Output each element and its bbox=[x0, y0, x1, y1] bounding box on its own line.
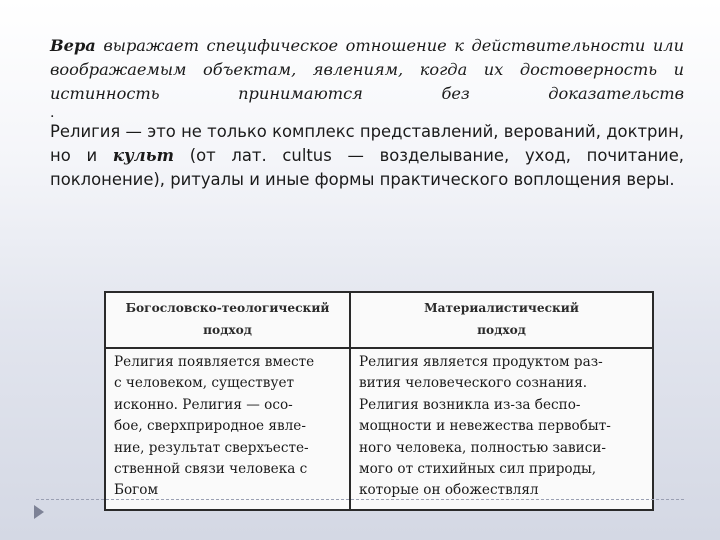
faith-definition bbox=[50, 34, 684, 106]
materialist-approach-header bbox=[351, 293, 652, 347]
materialist-approach-cell: Религия является продуктом раз- вития человеческого сознания. Религия возникла из-за беспо- мощности и невежества первобыт- ного человека, полностью зависи- мого от стихийных сил природы, которые он обожествлял bbox=[359, 354, 611, 499]
religion-text-2: (от лат. cultus — возделывание, уход, почитание, поклонение), ритуалы и иные формы практического воплощения веры. bbox=[50, 146, 684, 189]
faith-definition-text: выражает специфическое отношение к действительности или воображаемым объектам, явлениям, когда их достоверность и истинность принимаются без доказательств bbox=[50, 36, 684, 103]
header-line: Материалистический подход bbox=[424, 301, 579, 337]
comparison-table bbox=[104, 291, 654, 511]
stray-period: . bbox=[50, 105, 55, 121]
table-header bbox=[106, 293, 652, 349]
cult-term: культ bbox=[112, 146, 174, 165]
religion-definition bbox=[50, 120, 684, 192]
religion-text-1: Религия — это не только комплекс представлений, верований, доктрин, но и bbox=[50, 122, 684, 165]
slide-text bbox=[50, 34, 684, 192]
arrow-bullet-icon bbox=[34, 505, 44, 519]
faith-term: Вера bbox=[50, 36, 96, 55]
theological-approach-cell: Религия появляется вместе с человеком, существует исконно. Религия — осо- бое, сверхприродное явле- ние, результат сверхъесте- ственной связи человека с Богом bbox=[106, 349, 351, 509]
theological-approach-header bbox=[106, 293, 351, 347]
header-line: Богословско-теологический подход bbox=[125, 301, 330, 337]
table-body bbox=[106, 349, 652, 509]
footer-divider bbox=[36, 499, 684, 500]
